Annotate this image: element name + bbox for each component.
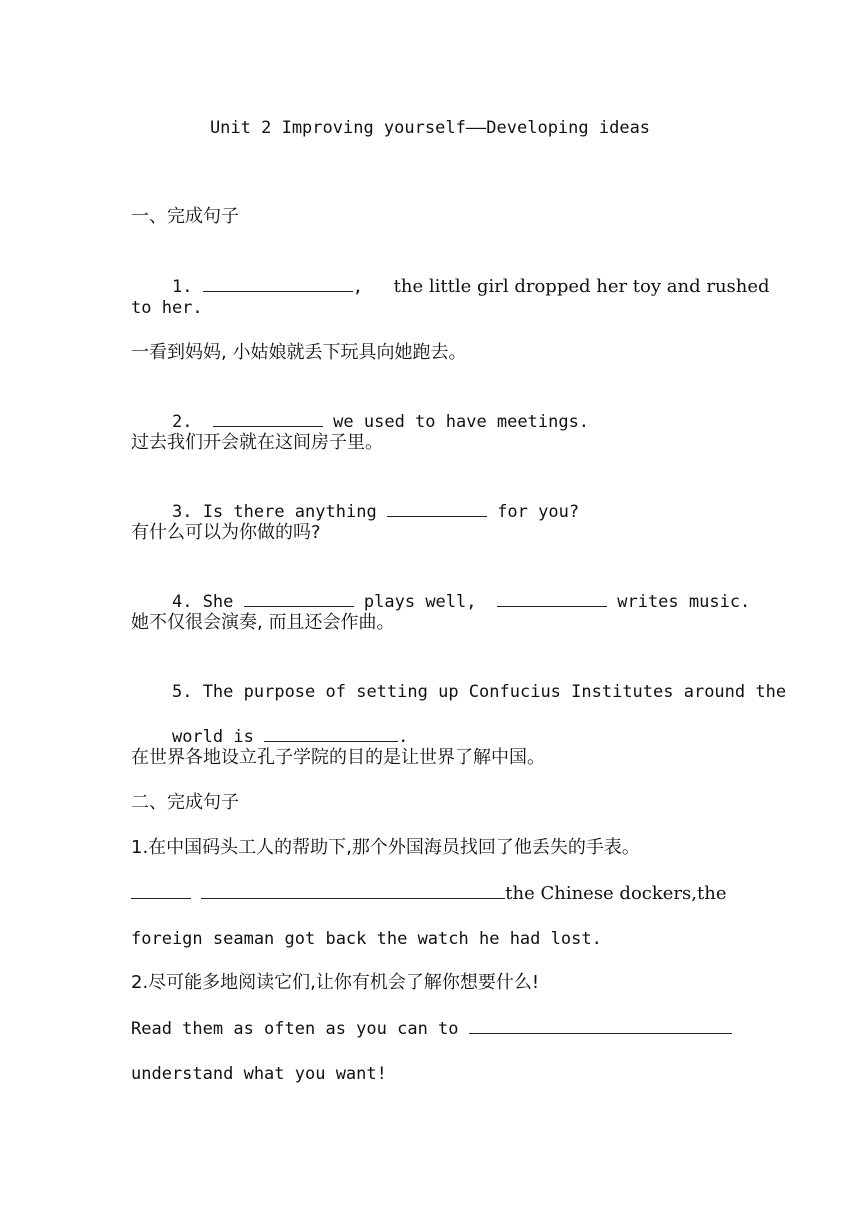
item2-text: we used to have meetings. (333, 412, 590, 432)
item1-text: the little girl dropped her toy and rushed (393, 276, 770, 297)
item4-blank-2[interactable] (497, 590, 607, 607)
s2-item1-blank-2[interactable] (201, 882, 505, 899)
item3-number: 3. (171, 502, 193, 522)
item4-text-b: plays well, (363, 592, 477, 612)
item5-blank[interactable] (264, 725, 398, 742)
item4-number: 4. (171, 592, 193, 612)
item1-question (131, 251, 770, 323)
item4-translation: 她不仅很会演奏, 而且还会作曲。 (131, 612, 395, 633)
s2-item2-prompt: 2.尽可能多地阅读它们,让你有机会了解你想要什么! (131, 972, 540, 993)
s2-item1-answer (131, 882, 726, 906)
s2-item2-text-a: Read them as often as you can to (131, 1019, 459, 1039)
section2-heading: 二、完成句子 (131, 792, 239, 813)
item1-blank[interactable] (203, 275, 353, 292)
item5-text-a: The purpose of setting up Confucius Institutes around the (202, 682, 787, 702)
item4-text-a: She (202, 592, 234, 612)
s2-item2-answer (131, 1017, 732, 1041)
s2-item1-text-b: foreign seaman got back the watch he had lost. (131, 929, 602, 949)
s2-item1-text-a: the Chinese dockers,the (505, 883, 727, 904)
item2-number: 2. (171, 412, 193, 432)
item3-text-b: for you? (497, 502, 580, 522)
item4-text-c: writes music. (617, 592, 751, 612)
item1-comma: , (352, 277, 363, 297)
s2-item1-blank-1[interactable] (131, 882, 191, 899)
item3-text-a: Is there anything (202, 502, 377, 522)
item1-question-cont: to her. (131, 298, 203, 318)
item5-period: . (398, 727, 409, 747)
page-title: Unit 2 Improving yourself——Developing ideas (209, 118, 651, 138)
item3-translation: 有什么可以为你做的吗? (131, 522, 321, 543)
item3-blank[interactable] (387, 500, 487, 517)
item5-number: 5. (171, 682, 193, 702)
s2-item1-prompt: 1.在中国码头工人的帮助下,那个外国海员找回了他丢失的手表。 (131, 837, 640, 858)
item4-blank-1[interactable] (244, 590, 354, 607)
item1-number: 1. (171, 277, 193, 297)
item5-text-b: world is (171, 727, 254, 747)
item1-translation: 一看到妈妈, 小姑娘就丢下玩具向她跑去。 (131, 342, 467, 363)
s2-item2-text-b: understand what you want! (131, 1064, 387, 1084)
s2-item2-blank[interactable] (469, 1017, 732, 1034)
item2-blank[interactable] (213, 410, 323, 427)
section1-heading: 一、完成句子 (131, 206, 239, 227)
item5-translation: 在世界各地设立孔子学院的目的是让世界了解中国。 (131, 747, 545, 768)
item2-translation: 过去我们开会就在这间房子里。 (131, 432, 383, 453)
